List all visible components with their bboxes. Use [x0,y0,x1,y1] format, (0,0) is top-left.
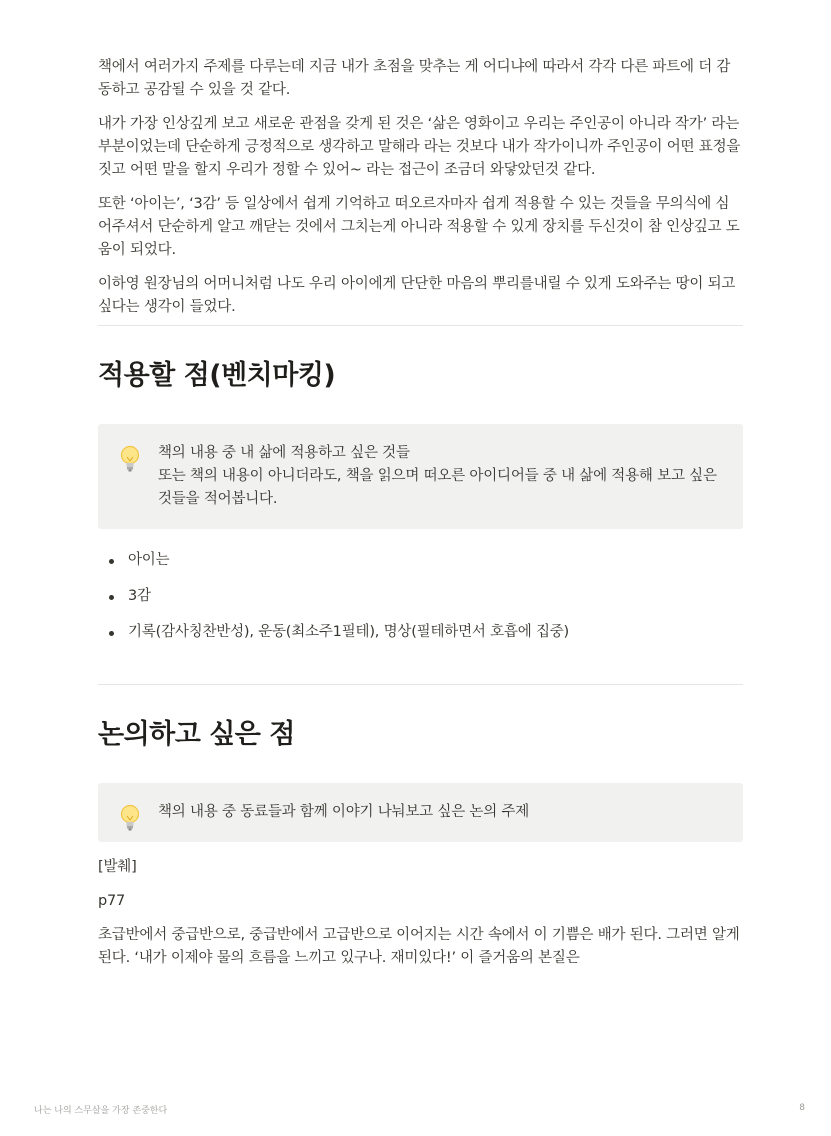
excerpt-label: [발췌] [98,859,137,875]
callout-text: 또는 책의 내용이 아니더라도, 책을 읽으며 떠오른 아이디어들 중 내 삶에 적용해 보고 싶은 것들을 적어봅니다. [158,468,717,507]
lightbulb-icon [118,803,142,835]
page-reference: p77 [98,893,126,909]
page-number: 8 [799,1103,805,1113]
section-divider [98,325,743,326]
document-page [98,56,743,981]
section-heading-discuss: 논의하고 싶은 점 [98,719,295,750]
lightbulb-icon [118,444,142,476]
callout-text: 책의 내용 중 내 삶에 적용하고 싶은 것들 [158,445,410,461]
list-item-text: 3감 [128,588,151,604]
footer-title: 나는 나의 스무살을 가장 존중한다 [34,1106,168,1116]
list-item [98,549,743,572]
section-heading-apply: 적용할 점(벤치마킹) [98,360,336,391]
intro-paragraph: 또한 ‘아이는’, ‘3감’ 등 일상에서 쉽게 기억하고 떠오르자마자 쉽게 적용할 수 있는 것들을 무의식에 심어주셔서 단순하게 알고 깨닫는 것에서 그치는게 아니라 적용할 수 있게 장치를 두신것이 참 인상깊고 도움이 되었다. [98,196,740,258]
bullet-dot [109,595,114,600]
bullet-list [98,549,743,644]
intro-paragraph: 책에서 여러가지 주제를 다루는데 지금 내가 초점을 맞추는 게 어디냐에 따라서 각각 다른 파트에 더 감동하고 공감될 수 있을 것 같다. [98,59,731,98]
callout-apply [98,424,743,529]
callout-text: 책의 내용 중 동료들과 함께 이야기 나눠보고 싶은 논의 주제 [158,804,530,820]
intro-paragraph: 내가 가장 인상깊게 보고 새로운 관점을 갖게 된 것은 ‘삶은 영화이고 우리는 주인공이 아니라 작가’ 라는 부분이었는데 단순하게 긍정적으로 생각하고 말해라 라는 것보다 내가 작가이니까 주인공이 어떤 표정을 짓고 어떤 말을 할지 우리가 정할 수 있어~ 라는 접근이 조금더 와닿았던것 같다. [98,116,741,178]
list-item-text: 기록(감사칭찬반성), 운동(최소주1필테), 명상(필테하면서 호흡에 집중) [128,624,570,640]
intro-paragraph: 이하영 원장님의 어머니처럼 나도 우리 아이에게 단단한 마음의 뿌리를내릴 수 있게 도와주는 땅이 되고싶다는 생각이 들었다. [98,276,736,315]
excerpt-text: 초급반에서 중급반으로, 중급반에서 고급반으로 이어지는 시간 속에서 이 기쁨은 배가 된다. 그러면 알게 된다. ‘내가 이제야 물의 흐름을 느끼고 있구나. 재미있다!’ 이 즐거움의 본질은 [98,927,740,966]
bullet-dot [109,559,114,564]
list-item [98,585,743,608]
list-item [98,621,743,644]
section-divider [98,684,743,685]
bullet-dot [109,631,114,636]
callout-discuss [98,783,743,842]
list-item-text: 아이는 [128,552,170,568]
